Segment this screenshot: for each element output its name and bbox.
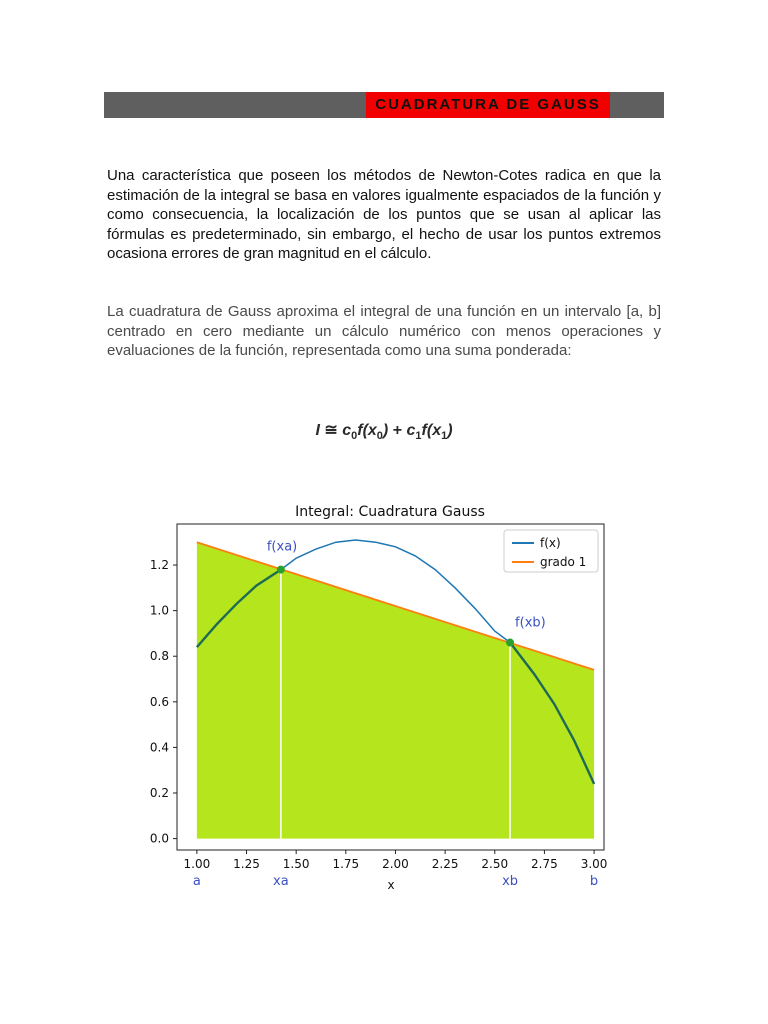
- formula-c0: c: [342, 422, 352, 439]
- y-tick-label: 1.0: [149, 603, 169, 618]
- gauss-quadrature-chart: [140, 494, 610, 906]
- formula-x0: x: [367, 422, 377, 439]
- y-tick-label: 0.0: [149, 831, 169, 846]
- formula-x-index-1: 1: [441, 430, 448, 443]
- formula-lhs: I: [315, 422, 320, 439]
- chart-legend: [504, 530, 598, 572]
- axis-annotation-a: a: [192, 874, 201, 889]
- y-tick-label: 0.4: [149, 740, 169, 755]
- x-tick-label: 1.75: [332, 857, 360, 871]
- legend-label-2: grado 1: [540, 555, 587, 569]
- x-tick-label: 1.50: [282, 857, 310, 871]
- y-tick-label: 0.6: [149, 694, 169, 709]
- paragraph-gauss: La cuadratura de Gauss aproxima el integral de una función en un intervalo [a, b] centrado en cero mediante un cálculo numérico con menos operaciones y evaluaciones de la función, representada como una suma ponderada:: [107, 303, 661, 360]
- x-tick-label: 2.25: [431, 857, 459, 871]
- x-tick-label: 2.75: [531, 857, 558, 871]
- x-tick-label: 3.00: [580, 857, 608, 871]
- title-banner: [104, 92, 664, 118]
- formula-f1: f: [421, 422, 427, 439]
- gauss-point-label-2: f(xb): [515, 615, 546, 631]
- formula-x1: x: [432, 422, 442, 439]
- x-tick-label: 2.50: [481, 857, 509, 871]
- gauss-point-2: [506, 639, 514, 647]
- formula-index-1: 1: [415, 430, 422, 443]
- x-tick-label: 1.00: [183, 857, 211, 871]
- formula-plus: +: [392, 422, 403, 439]
- axis-annotation-b: b: [589, 874, 599, 889]
- formula-approx-symbol: ≅: [324, 422, 338, 439]
- x-tick-label: 1.25: [233, 857, 260, 871]
- y-tick-label: 1.2: [149, 558, 169, 573]
- chart-title: Integral: Cuadratura Gauss: [295, 504, 485, 520]
- paragraph-newton-cotes: Una característica que poseen los métodos de Newton-Cotes radica en que la estimación de la integral se basa en valores igualmente espaciados de la función y como consecuencia, la localización de los puntos que se usan al aplicar las fórmulas es predeterminado, sin embargo, el hecho de usar los puntos extremos ocasiona errores de gran magnitud en el cálculo.: [107, 167, 661, 263]
- formula-f0: f: [357, 422, 363, 439]
- y-tick-label: 0.2: [149, 786, 169, 801]
- y-tick-label: 0.8: [149, 649, 169, 664]
- formula-index-0: 0: [351, 430, 358, 443]
- gauss-point-1: [277, 566, 285, 574]
- x-tick-label: 2.00: [382, 857, 409, 871]
- x-axis-label: x: [387, 878, 395, 892]
- formula: I ≅ $c_0f(x_0) + c_1f(x_1)$: [315, 422, 453, 443]
- axis-annotation-xa: xa: [273, 874, 289, 889]
- axis-annotation-xb: xb: [502, 874, 519, 889]
- legend-label-1: f(x): [540, 536, 561, 550]
- gauss-point-label-1: f(xa): [266, 539, 298, 555]
- formula-c1: c: [406, 422, 416, 439]
- formula-x-index-0: 0: [376, 430, 383, 443]
- page-title: CUADRATURA DE GAUSS: [366, 92, 610, 118]
